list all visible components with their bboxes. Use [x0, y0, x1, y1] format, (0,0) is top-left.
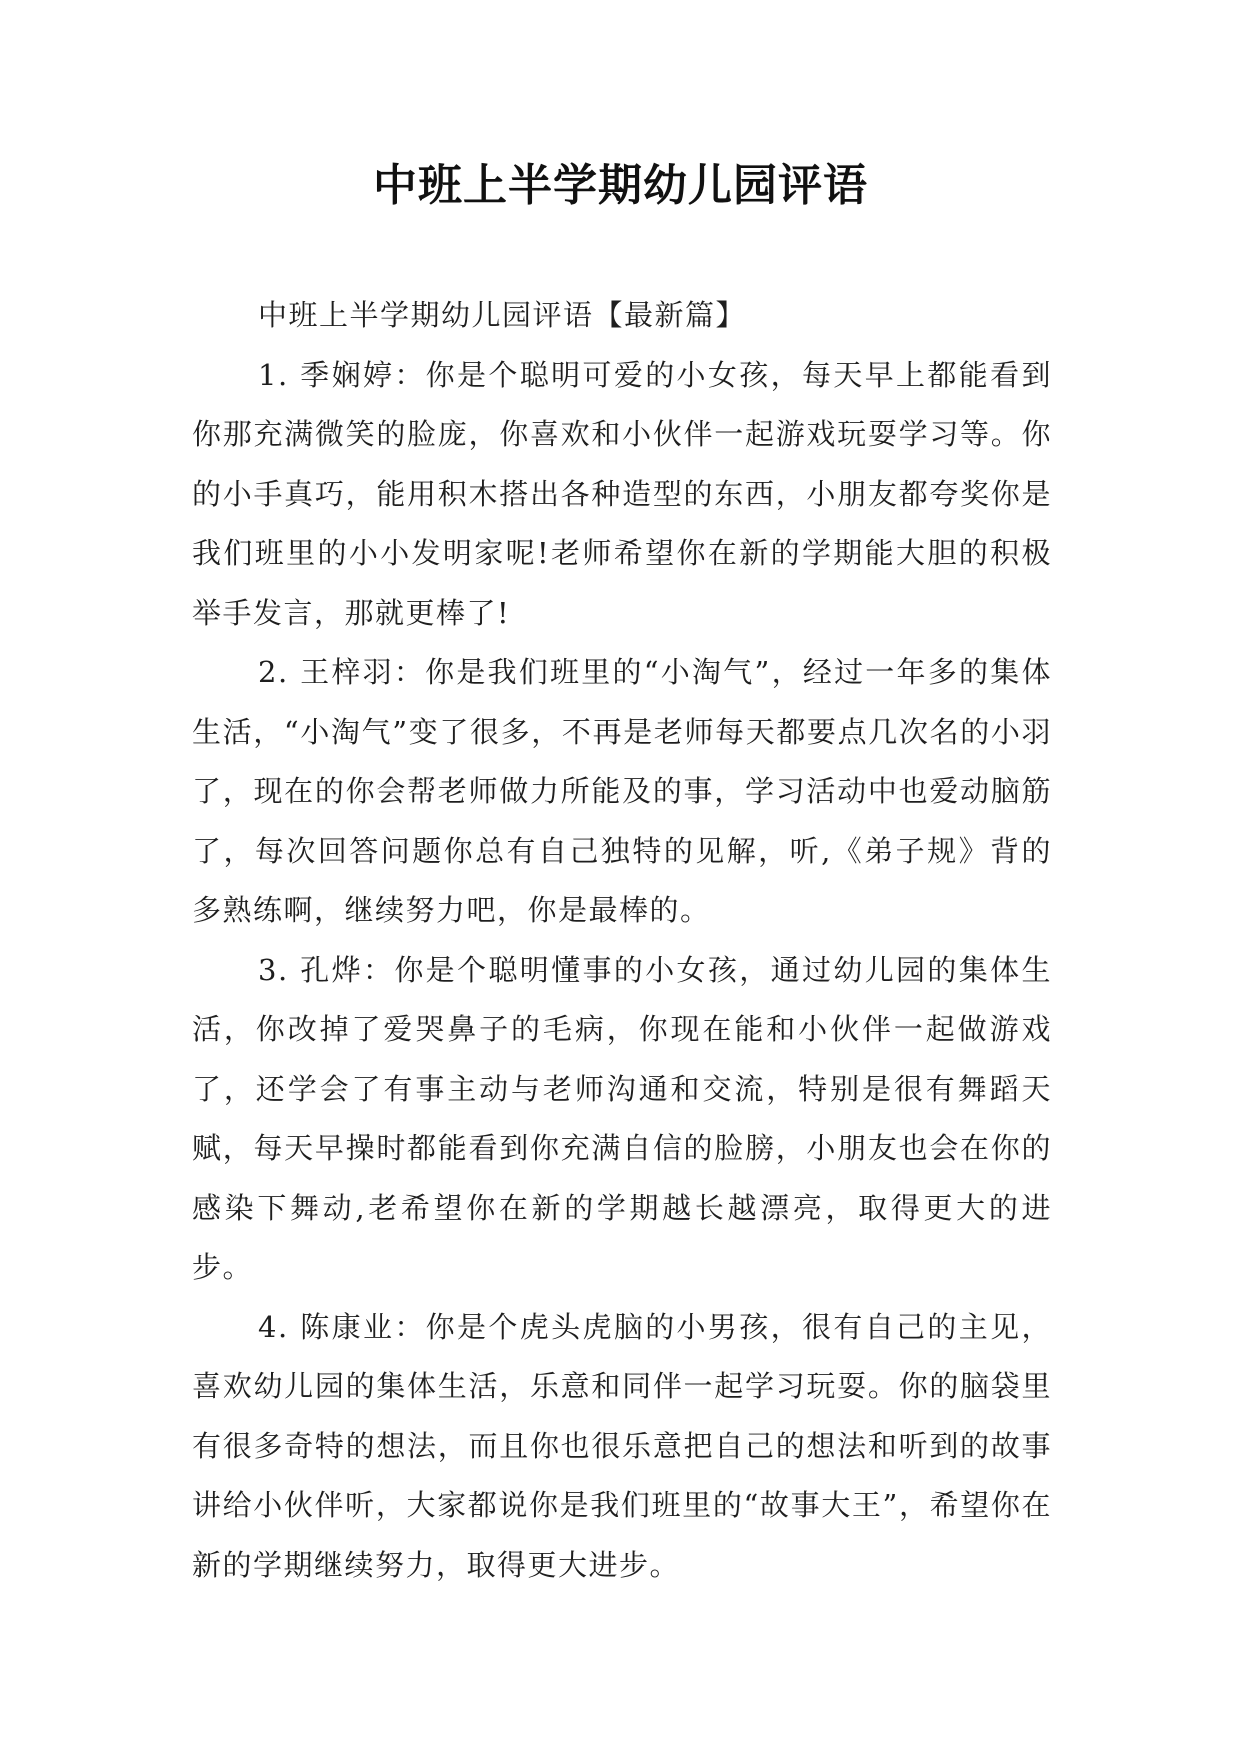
- document-title: 中班上半学期幼儿园评语: [373, 160, 868, 211]
- subtitle-paragraph: 中班上半学期幼儿园评语【最新篇】: [258, 298, 747, 332]
- comment-paragraph-1: 1. 季娴婷：你是个聪明可爱的小女孩，每天早上都能看到你那充满微笑的脸庞，你喜欢和小伙伴一起游戏玩耍学习等。你的小手真巧，能用积木搭出各种造型的东西，小朋友都夸奖你是我们班里的小小发明家呢!老师希望你在新的学期能大胆的积极举手发言，那就更棒了!: [192, 357, 1052, 630]
- comment-paragraph-3: 3. 孔烨：你是个聪明懂事的小女孩，通过幼儿园的集体生活，你改掉了爱哭鼻子的毛病，你现在能和小伙伴一起做游戏了，还学会了有事主动与老师沟通和交流，特别是很有舞蹈天赋，每天早操时都能看到你充满自信的脸膀，小朋友也会在你的感染下舞动,老希望你在新的学期越长越漂亮，取得更大的进步。: [192, 952, 1052, 1284]
- comment-paragraph-2: 2. 王梓羽：你是我们班里的“小淘气”，经过一年多的集体生活，“小淘气”变了很多，不再是老师每天都要点几次名的小羽了，现在的你会帮老师做力所能及的事，学习活动中也爱动脑筋了，每次回答问题你总有自己独特的见解，听,《弟子规》背的多熟练啊，继续努力吧，你是最棒的。: [192, 655, 1052, 927]
- comment-paragraph-4: 4. 陈康业：你是个虎头虎脑的小男孩，很有自己的主见，喜欢幼儿园的集体生活，乐意和同伴一起学习玩耍。你的脑袋里有很多奇特的想法，而且你也很乐意把自己的想法和听到的故事讲给小伙伴听，大家都说你是我们班里的“故事大王”，希望你在新的学期继续努力，取得更大进步。: [192, 1309, 1052, 1582]
- document-body: [192, 286, 1052, 1595]
